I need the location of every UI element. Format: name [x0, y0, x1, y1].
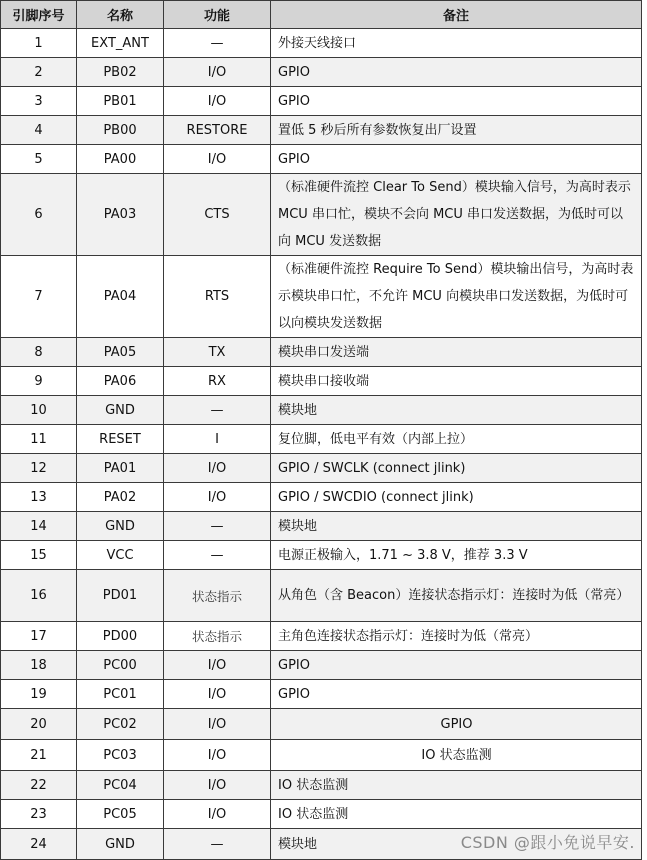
pin-remark: IO 状态监测	[271, 800, 642, 829]
pin-remark: 模块串口发送端	[271, 338, 642, 367]
table-row	[1, 116, 642, 145]
pin-function: I/O	[164, 800, 271, 829]
table-row	[1, 425, 642, 454]
pin-number: 13	[1, 483, 77, 512]
pin-remark: GPIO / SWCLK (connect jlink)	[271, 454, 642, 483]
pin-number: 19	[1, 680, 77, 709]
pin-number: 15	[1, 541, 77, 570]
pin-name: VCC	[77, 541, 164, 570]
pin-remark: GPIO	[271, 709, 642, 740]
pin-remark: GPIO	[271, 145, 642, 174]
pin-name: PA01	[77, 454, 164, 483]
pin-remark: GPIO / SWCDIO (connect jlink)	[271, 483, 642, 512]
pin-remark: 电源正极输入，1.71 ~ 3.8 V，推荐 3.3 V	[271, 541, 642, 570]
pin-name: PB00	[77, 116, 164, 145]
pin-remark: 从角色（含 Beacon）连接状态指示灯：连接时为低（常亮）	[271, 570, 642, 622]
header-remark: 备注	[271, 1, 642, 29]
pin-remark: 外接天线接口	[271, 29, 642, 58]
pin-name: PA00	[77, 145, 164, 174]
pin-remark: （标准硬件流控 Require To Send）模块输出信号，为高时表示模块串口忙，不允许 MCU 向模块串口发送数据，为低时可以向模块发送数据	[271, 256, 642, 338]
pin-remark: IO 状态监测	[271, 740, 642, 771]
pin-number: 20	[1, 709, 77, 740]
pin-name: PD01	[77, 570, 164, 622]
pin-function: RX	[164, 367, 271, 396]
csdn-watermark: CSDN @跟小免说早安.	[460, 833, 635, 852]
pin-function: I/O	[164, 483, 271, 512]
pin-function: I/O	[164, 740, 271, 771]
pin-remark: 复位脚，低电平有效（内部上拉）	[271, 425, 642, 454]
pin-name: PA03	[77, 174, 164, 256]
pin-name: PC05	[77, 800, 164, 829]
header-pin-number: 引脚序号	[1, 1, 77, 29]
table-row	[1, 256, 642, 338]
pin-number: 21	[1, 740, 77, 771]
pin-function: I/O	[164, 87, 271, 116]
pin-remark: 主角色连接状态指示灯：连接时为低（常亮）	[271, 622, 642, 651]
pin-remark: 置低 5 秒后所有参数恢复出厂设置	[271, 116, 642, 145]
pin-remark: （标准硬件流控 Clear To Send）模块输入信号，为高时表示 MCU 串口忙，模块不会向 MCU 串口发送数据，为低时可以向 MCU 发送数据	[271, 174, 642, 256]
pin-number: 5	[1, 145, 77, 174]
pin-function: I/O	[164, 454, 271, 483]
table-row	[1, 174, 642, 256]
pin-function: I/O	[164, 680, 271, 709]
table-row	[1, 58, 642, 87]
pin-name: PC03	[77, 740, 164, 771]
pin-name: PC01	[77, 680, 164, 709]
pin-function: 状态指示	[164, 622, 271, 651]
pin-number: 8	[1, 338, 77, 367]
table-row	[1, 680, 642, 709]
table-row	[1, 87, 642, 116]
pin-name: PB02	[77, 58, 164, 87]
pin-function: I/O	[164, 145, 271, 174]
pin-name: PA02	[77, 483, 164, 512]
pin-function: —	[164, 396, 271, 425]
pin-remark: 模块地	[271, 829, 642, 860]
table-row	[1, 709, 642, 740]
pin-number: 1	[1, 29, 77, 58]
pin-function: TX	[164, 338, 271, 367]
pin-function: I/O	[164, 651, 271, 680]
pin-number: 6	[1, 174, 77, 256]
table-row	[1, 800, 642, 829]
pin-number: 14	[1, 512, 77, 541]
pin-function: I/O	[164, 709, 271, 740]
pin-number: 23	[1, 800, 77, 829]
pin-number: 4	[1, 116, 77, 145]
pin-function: I/O	[164, 771, 271, 800]
pin-remark: GPIO	[271, 651, 642, 680]
pin-number: 11	[1, 425, 77, 454]
pin-name: PC02	[77, 709, 164, 740]
pin-number: 24	[1, 829, 77, 860]
pin-number: 3	[1, 87, 77, 116]
table-row	[1, 367, 642, 396]
pin-name: PB01	[77, 87, 164, 116]
table-row	[1, 145, 642, 174]
pin-number: 9	[1, 367, 77, 396]
pin-function: —	[164, 541, 271, 570]
table-row	[1, 570, 642, 622]
pin-remark: GPIO	[271, 680, 642, 709]
table-row	[1, 622, 642, 651]
pin-remark: 模块地	[271, 512, 642, 541]
pin-name: PA04	[77, 256, 164, 338]
pin-function: RESTORE	[164, 116, 271, 145]
pin-remark: IO 状态监测	[271, 771, 642, 800]
pin-function: —	[164, 29, 271, 58]
pin-name: GND	[77, 512, 164, 541]
pin-number: 18	[1, 651, 77, 680]
header-name: 名称	[77, 1, 164, 29]
table-row	[1, 541, 642, 570]
table-row	[1, 454, 642, 483]
table-row	[1, 396, 642, 425]
pin-function: —	[164, 512, 271, 541]
pin-name: PA06	[77, 367, 164, 396]
pin-number: 2	[1, 58, 77, 87]
pin-remark: GPIO	[271, 58, 642, 87]
pin-number: 22	[1, 771, 77, 800]
pin-name: PC00	[77, 651, 164, 680]
table-row	[1, 512, 642, 541]
pin-function: CTS	[164, 174, 271, 256]
pin-function: 状态指示	[164, 570, 271, 622]
pin-name: PC04	[77, 771, 164, 800]
header-row	[1, 1, 642, 29]
pin-number: 17	[1, 622, 77, 651]
pin-number: 16	[1, 570, 77, 622]
pin-remark: 模块串口接收端	[271, 367, 642, 396]
pin-remark: GPIO	[271, 87, 642, 116]
pin-name: RESET	[77, 425, 164, 454]
table-row	[1, 29, 642, 58]
table-row	[1, 483, 642, 512]
pin-name: EXT_ANT	[77, 29, 164, 58]
pin-function: RTS	[164, 256, 271, 338]
pin-function: —	[164, 829, 271, 860]
table-row	[1, 651, 642, 680]
pin-name: PD00	[77, 622, 164, 651]
pin-number: 10	[1, 396, 77, 425]
table-row	[1, 771, 642, 800]
pin-number: 7	[1, 256, 77, 338]
table-row	[1, 740, 642, 771]
pin-name: GND	[77, 396, 164, 425]
pin-remark: 模块地	[271, 396, 642, 425]
pin-number: 12	[1, 454, 77, 483]
pin-name: PA05	[77, 338, 164, 367]
pin-function: I/O	[164, 58, 271, 87]
pin-function: I	[164, 425, 271, 454]
header-function: 功能	[164, 1, 271, 29]
pin-name: GND	[77, 829, 164, 860]
table-row	[1, 338, 642, 367]
